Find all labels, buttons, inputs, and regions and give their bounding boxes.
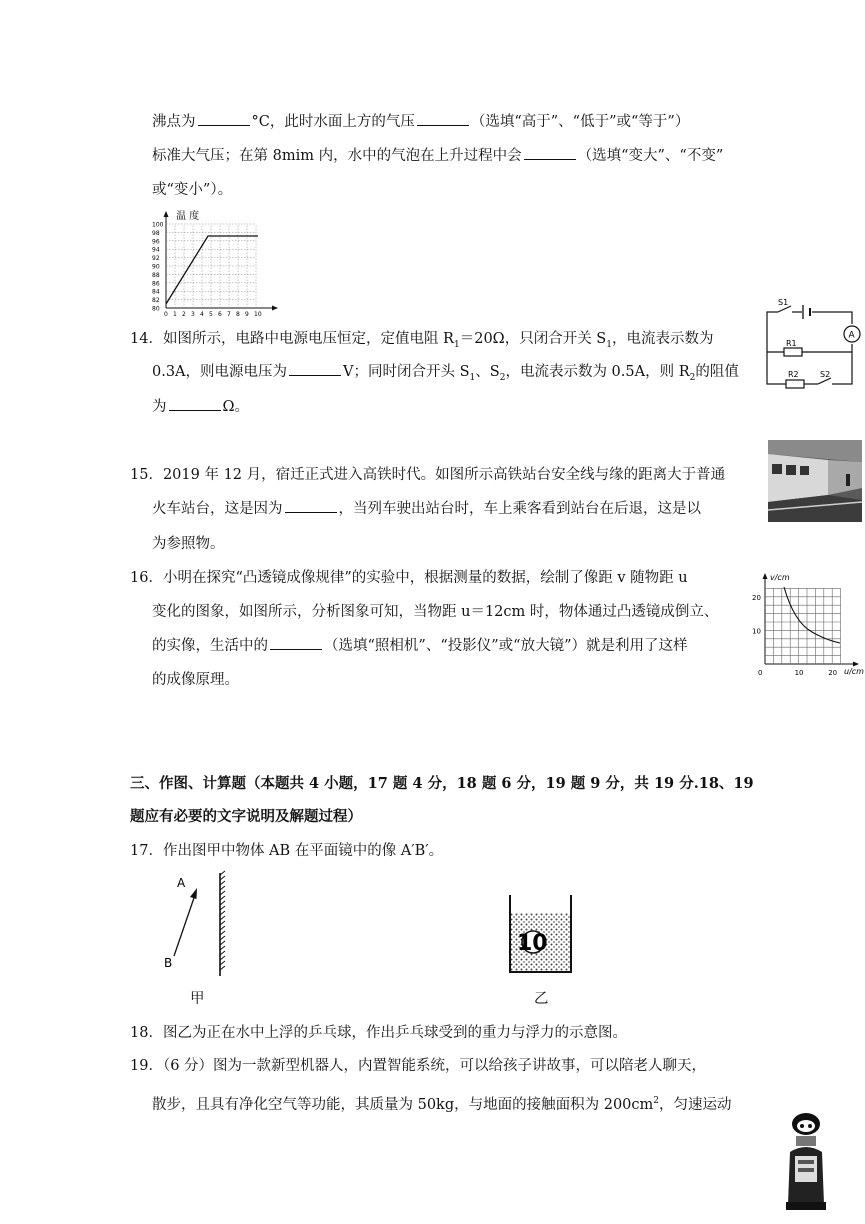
- q13-line-3: 或“变小”）。: [152, 182, 233, 198]
- y-tick-label: 96: [152, 238, 160, 246]
- q16-line-3: 的实像，生活中的 （选填“照相机”、“投影仪”或“放大镜”）就是利用了这样: [152, 635, 687, 657]
- x-tick-label: 20: [828, 669, 838, 677]
- q16-line-2: 变化的图象，如图所示，分析图象可知，当物距 u＝12cm 时，物体通过凸透镜成倒立、: [152, 604, 719, 620]
- graph-ylabel: v/cm: [770, 573, 790, 582]
- caption-yi: 乙: [534, 991, 549, 1007]
- label-s1: S1: [778, 298, 789, 307]
- answer-blank[interactable]: [524, 145, 576, 160]
- temperature-curve: [166, 236, 258, 304]
- x-tick-label: 0: [758, 669, 763, 677]
- train-station-photo: [768, 440, 862, 522]
- q19-line-2: 散步，且具有净化空气等功能，其质量为 50kg，与地面的接触面积为 $200cm^2$，匀速运动: [152, 1096, 732, 1113]
- ball-text: 10: [517, 931, 548, 956]
- x-tick-label: 4: [200, 311, 204, 318]
- x-tick-label: 6: [218, 311, 222, 318]
- x-tick-label: 10: [254, 311, 262, 318]
- y-tick-label: 86: [152, 280, 160, 288]
- q14-line-3: 为 Ω。: [152, 396, 249, 418]
- y-tick-label: 88: [152, 271, 160, 279]
- y-tick-label: 90: [152, 263, 160, 271]
- y-arrow: [763, 573, 768, 579]
- y-tick-label: 92: [152, 255, 160, 263]
- object-arrowhead: [190, 888, 197, 899]
- y-arrow: [164, 211, 169, 217]
- q14-line-2: 0.3A，则电源电压为 V；同时闭合开头 $S_1$、$S_2$，电流表示数为 0.5A，则 $R_2$的阻值: [152, 361, 739, 389]
- q18-text: 18．图乙为正在水中上浮的乒乓球，作出乒乓球受到的重力与浮力的示意图。: [130, 1025, 627, 1041]
- x-tick-label: 10: [794, 669, 804, 677]
- robot-illustration: [782, 1112, 842, 1212]
- x-tick-label: 2: [182, 311, 186, 318]
- x-tick-label: 3: [191, 311, 195, 318]
- resistor-r2: [786, 380, 804, 388]
- y-tick-label: 100: [152, 221, 164, 229]
- graph-xlabel: u/cm: [844, 667, 864, 676]
- q19-line-1: 19．（6 分）图为一款新型机器人，内置智能系统，可以给孩子讲故事，可以陪老人聊天，: [130, 1058, 707, 1074]
- q16-line-4: 的成像原理。: [152, 672, 239, 688]
- label-a: A: [177, 876, 186, 890]
- x-tick-label: 5: [209, 311, 213, 318]
- lens-graph: [752, 570, 864, 680]
- circuit-diagram: [762, 298, 862, 390]
- y-tick-label: 94: [152, 246, 160, 254]
- y-tick-label: 84: [152, 288, 160, 296]
- x-tick-label: 8: [236, 311, 240, 318]
- x-tick-label: 9: [245, 311, 249, 318]
- label-s2: S2: [820, 370, 831, 379]
- y-tick-label: 98: [152, 229, 160, 237]
- section-3-heading: 三、作图、计算题（本题共 4 小题，17 题 4 分，18 题 6 分，19 题 9 分，共 19 分.18、19: [130, 775, 754, 792]
- answer-blank[interactable]: [270, 635, 322, 650]
- label-r2: R2: [788, 370, 799, 379]
- x-tick-label: 1: [173, 311, 177, 318]
- x-tick-label: 0: [164, 311, 168, 318]
- answer-blank[interactable]: [417, 111, 469, 126]
- answer-blank[interactable]: [169, 396, 221, 411]
- graph-ylabel: 温 度: [176, 211, 200, 222]
- ammeter-label: A: [848, 330, 855, 341]
- answer-blank[interactable]: [289, 361, 341, 376]
- q15-line-1: 15．2019 年 12 月，宿迁正式进入高铁时代。如图所示高铁站台安全线与缘的距离大于普通: [130, 467, 726, 483]
- y-tick-label: 10: [752, 627, 761, 636]
- q15-line-3: 为参照物。: [152, 536, 225, 552]
- image-distance-curve: [784, 587, 840, 643]
- caption-jia: 甲: [190, 991, 205, 1007]
- y-tick-label: 80: [152, 305, 160, 313]
- figure-jia-mirror: [160, 870, 235, 980]
- q16-line-1: 16．小明在探究“凸透镜成像规律”的实验中，根据测量的数据，绘制了像距 v 随物距 u: [130, 570, 688, 586]
- q13-line-2: 标准大气压；在第 8mim 内，水中的气泡在上升过程中会 （选填“变大”、“不变”: [152, 145, 723, 167]
- x-arrow: [272, 306, 278, 311]
- section-3-heading-cont: 题应有必要的文字说明及解题过程）: [130, 808, 362, 825]
- object-ab: [174, 892, 196, 956]
- answer-blank[interactable]: [285, 498, 337, 513]
- q14-line-1: 14．如图所示，电路中电源电压恒定，定值电阻 $R_1=20\Omega$，只闭合开关 $S_1$，电流表示数为: [130, 331, 714, 350]
- y-tick-label: 20: [752, 593, 761, 602]
- q15-line-2: 火车站台，这是因为 ，当列车驶出站台时，车上乘客看到站台在后退，这是以: [152, 498, 701, 520]
- q17-text: 17．作出图甲中物体 AB 在平面镜中的像 A′B′。: [130, 843, 444, 859]
- temperature-graph: [150, 208, 280, 320]
- resistor-r1: [784, 348, 802, 356]
- y-tick-label: 82: [152, 297, 160, 305]
- x-arrow: [853, 662, 859, 667]
- q13-line-1: 沸点为 °C，此时水面上方的气压 （选填“高于”、“低于”或“等于”）: [152, 111, 689, 133]
- label-r1: R1: [786, 339, 797, 348]
- label-b: B: [164, 956, 173, 970]
- figure-yi-beaker: [500, 893, 580, 977]
- x-tick-label: 7: [227, 311, 231, 318]
- answer-blank[interactable]: [198, 111, 250, 126]
- circuit-frame: [767, 312, 852, 384]
